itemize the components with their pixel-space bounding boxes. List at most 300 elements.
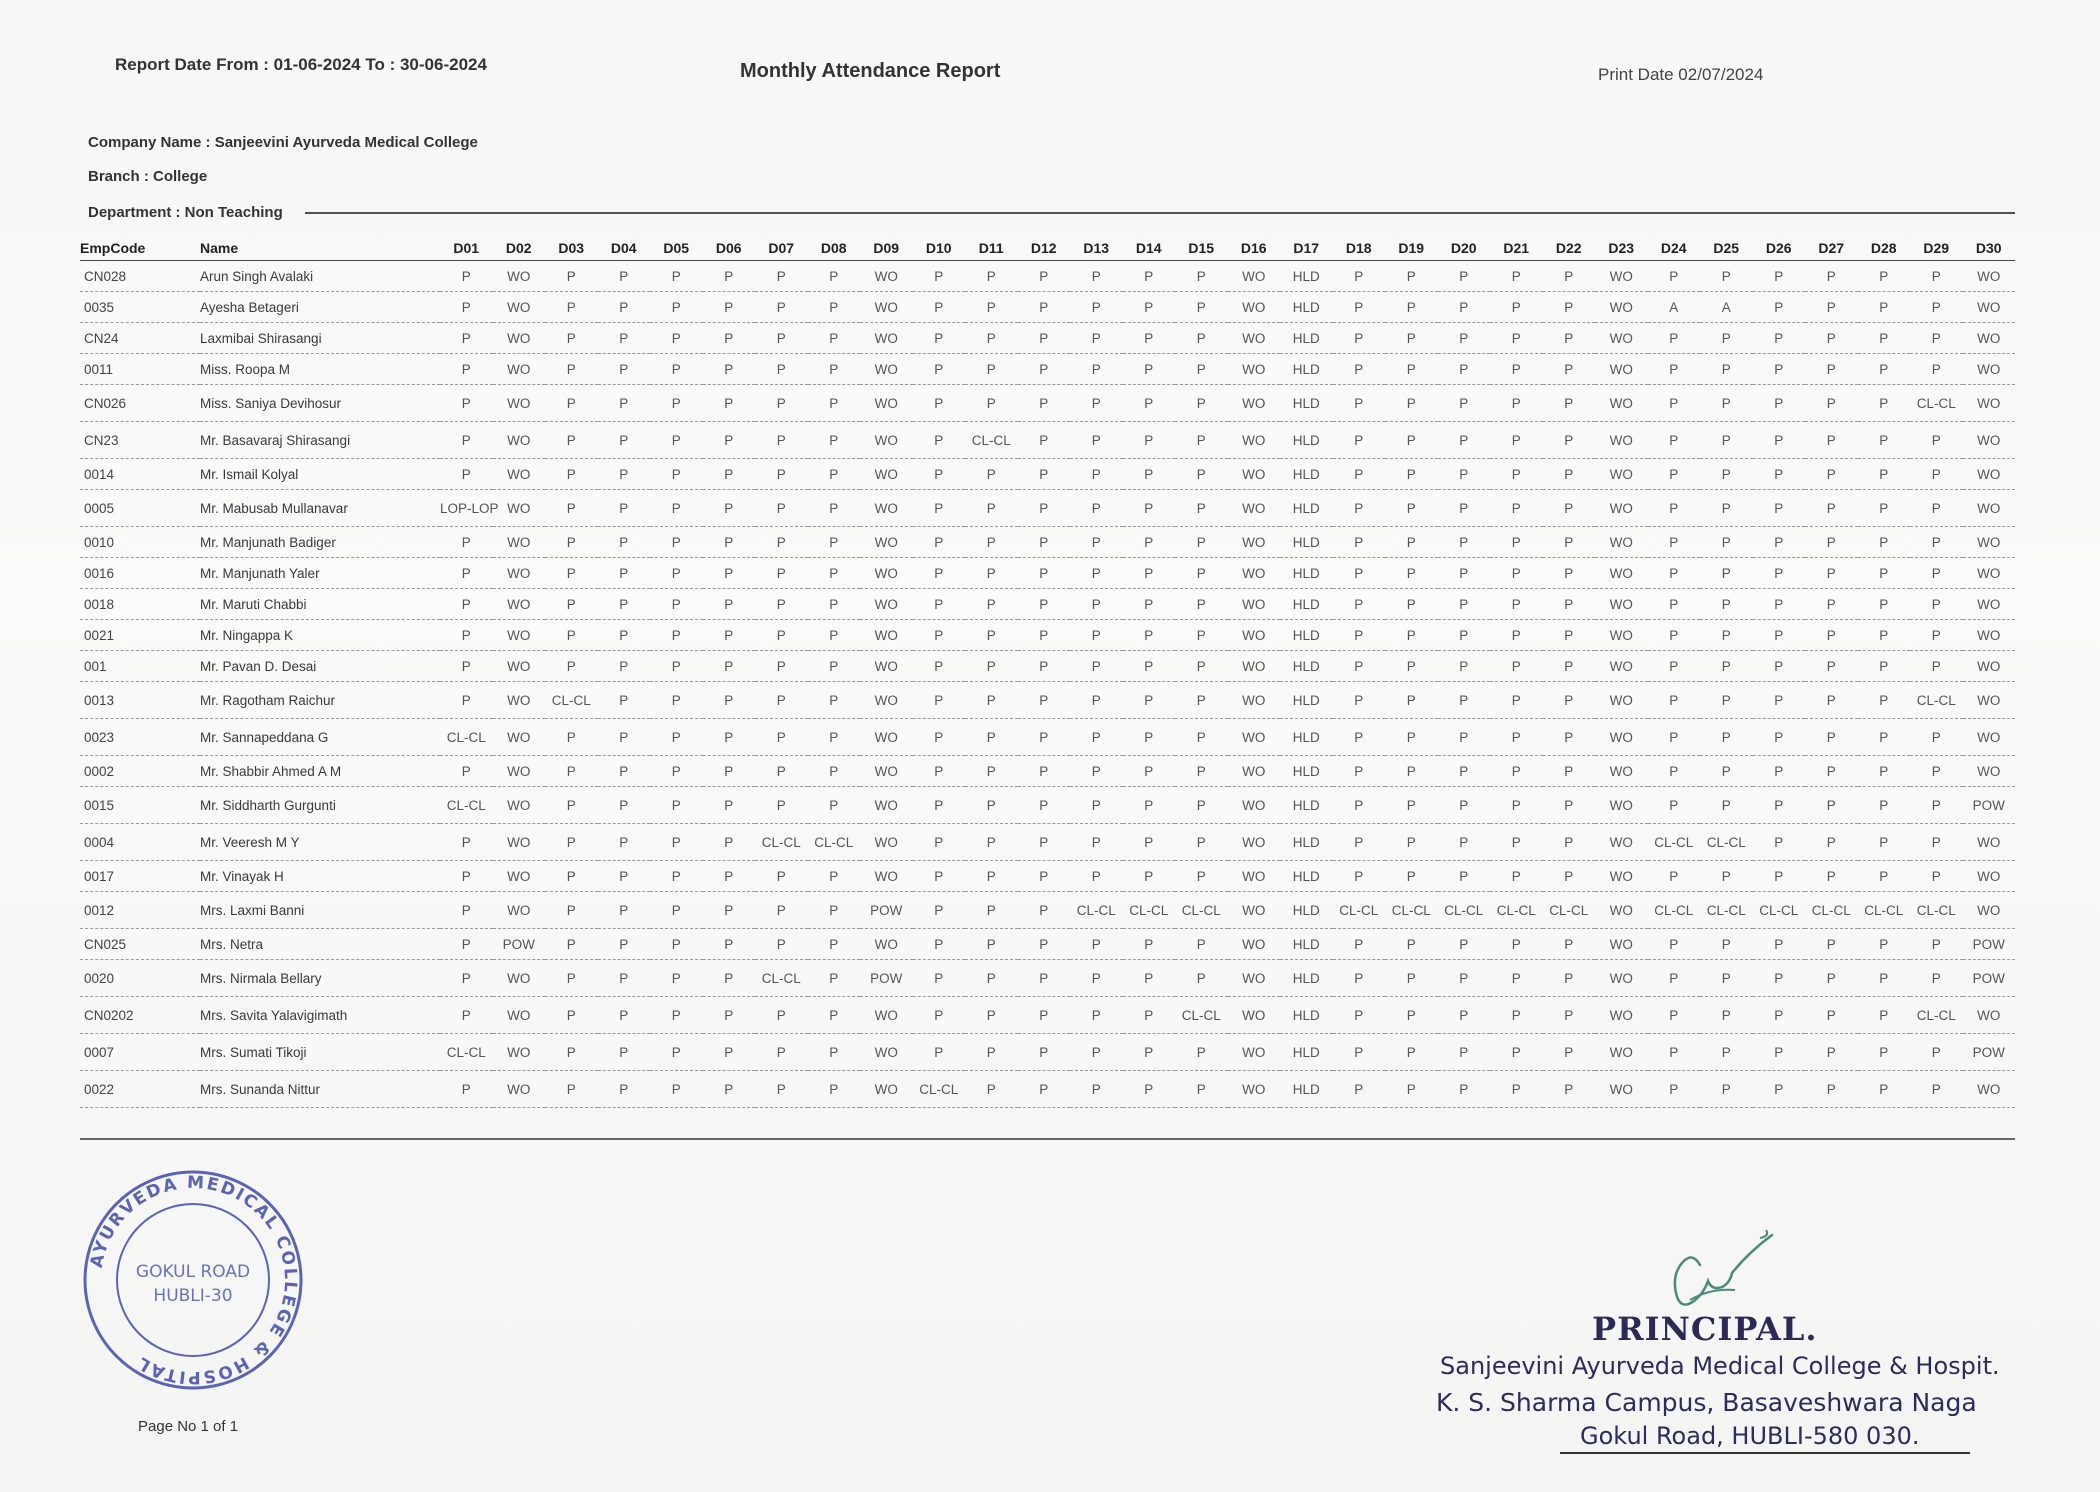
attendance-cell: P: [755, 719, 808, 756]
header-day-d18: D18: [1333, 236, 1386, 261]
attendance-cell: P: [755, 354, 808, 385]
attendance-cell: P: [1753, 422, 1806, 459]
attendance-cell: WO: [1963, 261, 2016, 292]
attendance-cell: P: [1333, 651, 1386, 682]
attendance-cell: WO: [1228, 960, 1281, 997]
attendance-cell: WO: [1595, 385, 1648, 422]
attendance-cell: P: [1805, 459, 1858, 490]
attendance-cell: P: [1018, 651, 1071, 682]
attendance-cell: P: [1490, 960, 1543, 997]
attendance-cell: P: [1805, 682, 1858, 719]
attendance-cell: P: [1018, 929, 1071, 960]
table-row: [80, 422, 2015, 459]
attendance-cell: P: [1805, 589, 1858, 620]
attendance-cell: P: [1438, 459, 1491, 490]
attendance-cell: P: [598, 422, 651, 459]
attendance-cell: P: [1700, 527, 1753, 558]
table-row: [80, 861, 2015, 892]
attendance-cell: P: [1070, 1034, 1123, 1071]
attendance-cell: P: [913, 558, 966, 589]
attendance-cell: WO: [493, 261, 546, 292]
attendance-cell: P: [965, 558, 1018, 589]
attendance-cell: P: [598, 527, 651, 558]
attendance-cell: P: [913, 589, 966, 620]
attendance-cell: P: [913, 323, 966, 354]
attendance-cell: WO: [493, 1034, 546, 1071]
emp-name-cell: Mr. Pavan D. Desai: [200, 651, 440, 682]
attendance-cell: P: [1175, 459, 1228, 490]
attendance-cell: P: [1648, 490, 1701, 527]
report-title: Monthly Attendance Report: [740, 60, 1001, 82]
attendance-cell: P: [703, 261, 756, 292]
attendance-cell: P: [545, 490, 598, 527]
attendance-cell: P: [755, 892, 808, 929]
attendance-cell: P: [440, 651, 493, 682]
attendance-cell: P: [1490, 756, 1543, 787]
attendance-cell: P: [1385, 787, 1438, 824]
attendance-cell: P: [1070, 558, 1123, 589]
attendance-cell: P: [1490, 1071, 1543, 1108]
attendance-cell: P: [598, 1034, 651, 1071]
attendance-cell: P: [1385, 527, 1438, 558]
attendance-cell: P: [1123, 1071, 1176, 1108]
attendance-cell: P: [1910, 756, 1963, 787]
attendance-cell: P: [703, 354, 756, 385]
attendance-cell: P: [1070, 490, 1123, 527]
attendance-cell: P: [1333, 997, 1386, 1034]
attendance-cell: P: [808, 682, 861, 719]
attendance-cell: WO: [1595, 1034, 1648, 1071]
attendance-cell: WO: [1228, 527, 1281, 558]
attendance-cell: P: [1543, 385, 1596, 422]
header-day-d24: D24: [1648, 236, 1701, 261]
attendance-cell: WO: [1963, 323, 2016, 354]
header-day-d23: D23: [1595, 236, 1648, 261]
attendance-cell: P: [965, 527, 1018, 558]
attendance-cell: HLD: [1280, 1071, 1333, 1108]
attendance-cell: P: [1858, 385, 1911, 422]
attendance-cell: P: [703, 682, 756, 719]
attendance-cell: WO: [860, 527, 913, 558]
attendance-cell: P: [1910, 292, 1963, 323]
emp-code-cell: 0018: [80, 589, 200, 620]
attendance-cell: P: [598, 892, 651, 929]
attendance-cell: P: [1910, 620, 1963, 651]
attendance-cell: P: [598, 997, 651, 1034]
attendance-cell: WO: [860, 1034, 913, 1071]
emp-name-cell: Mrs. Savita Yalavigimath: [200, 997, 440, 1034]
table-row: [80, 719, 2015, 756]
attendance-cell: P: [1648, 261, 1701, 292]
attendance-cell: P: [1648, 1034, 1701, 1071]
attendance-cell: P: [1385, 292, 1438, 323]
attendance-cell: P: [545, 651, 598, 682]
attendance-cell: P: [545, 892, 598, 929]
attendance-cell: P: [1438, 292, 1491, 323]
attendance-cell: P: [1700, 323, 1753, 354]
attendance-cell: P: [1123, 719, 1176, 756]
college-seal: [78, 1165, 308, 1395]
emp-name-cell: Mr. Ragotham Raichur: [200, 682, 440, 719]
attendance-cell: WO: [860, 756, 913, 787]
header-day-d30: D30: [1963, 236, 2016, 261]
attendance-cell: P: [545, 1071, 598, 1108]
attendance-cell: P: [1805, 1034, 1858, 1071]
attendance-cell: P: [808, 354, 861, 385]
attendance-cell: P: [1333, 422, 1386, 459]
attendance-cell: P: [1175, 1071, 1228, 1108]
attendance-cell: P: [598, 354, 651, 385]
attendance-cell: P: [598, 323, 651, 354]
attendance-cell: P: [808, 997, 861, 1034]
attendance-cell: P: [965, 682, 1018, 719]
attendance-cell: P: [598, 490, 651, 527]
attendance-cell: CL-CL: [1438, 892, 1491, 929]
attendance-cell: P: [1700, 787, 1753, 824]
attendance-cell: P: [1385, 422, 1438, 459]
attendance-cell: P: [1333, 1071, 1386, 1108]
attendance-cell: P: [1018, 292, 1071, 323]
attendance-cell: WO: [1228, 997, 1281, 1034]
attendance-cell: WO: [1963, 997, 2016, 1034]
attendance-cell: P: [1070, 620, 1123, 651]
attendance-cell: P: [650, 892, 703, 929]
attendance-cell: P: [755, 620, 808, 651]
attendance-cell: P: [1175, 651, 1228, 682]
attendance-cell: P: [1753, 558, 1806, 589]
emp-code-cell: 0023: [80, 719, 200, 756]
attendance-cell: P: [1070, 960, 1123, 997]
attendance-cell: P: [808, 558, 861, 589]
attendance-cell: POW: [860, 892, 913, 929]
attendance-cell: P: [1018, 558, 1071, 589]
attendance-cell: P: [1385, 651, 1438, 682]
attendance-cell: P: [650, 589, 703, 620]
attendance-cell: P: [1385, 1071, 1438, 1108]
attendance-cell: P: [703, 929, 756, 960]
attendance-cell: WO: [1228, 651, 1281, 682]
attendance-table: [80, 236, 2015, 1108]
header-day-d08: D08: [808, 236, 861, 261]
attendance-cell: A: [1648, 292, 1701, 323]
attendance-cell: P: [1018, 1034, 1071, 1071]
attendance-cell: P: [1070, 292, 1123, 323]
attendance-cell: P: [650, 1034, 703, 1071]
attendance-cell: P: [545, 929, 598, 960]
attendance-cell: P: [545, 354, 598, 385]
attendance-cell: P: [965, 589, 1018, 620]
attendance-cell: WO: [493, 385, 546, 422]
emp-name-cell: Mrs. Sumati Tikoji: [200, 1034, 440, 1071]
attendance-cell: P: [650, 997, 703, 1034]
attendance-cell: P: [1858, 787, 1911, 824]
attendance-cell: P: [1543, 422, 1596, 459]
attendance-cell: P: [913, 385, 966, 422]
attendance-cell: WO: [1228, 292, 1281, 323]
attendance-cell: P: [1018, 960, 1071, 997]
attendance-cell: P: [1543, 719, 1596, 756]
attendance-cell: P: [1700, 719, 1753, 756]
attendance-cell: P: [1700, 354, 1753, 385]
attendance-cell: P: [1648, 385, 1701, 422]
attendance-cell: WO: [493, 892, 546, 929]
attendance-cell: WO: [1228, 385, 1281, 422]
attendance-cell: P: [440, 459, 493, 490]
attendance-cell: P: [1175, 354, 1228, 385]
attendance-cell: P: [1123, 756, 1176, 787]
attendance-cell: P: [1385, 960, 1438, 997]
emp-code-cell: 0035: [80, 292, 200, 323]
attendance-cell: P: [1805, 824, 1858, 861]
attendance-cell: P: [965, 960, 1018, 997]
attendance-cell: P: [1753, 589, 1806, 620]
seal-inner-line-1: GOKUL ROAD: [135, 1262, 251, 1282]
attendance-cell: HLD: [1280, 354, 1333, 385]
header-day-d03: D03: [545, 236, 598, 261]
attendance-cell: P: [598, 1071, 651, 1108]
attendance-cell: WO: [1595, 292, 1648, 323]
attendance-cell: WO: [1595, 861, 1648, 892]
attendance-cell: P: [1333, 929, 1386, 960]
attendance-cell: P: [1333, 620, 1386, 651]
attendance-cell: P: [1438, 960, 1491, 997]
attendance-cell: WO: [1228, 787, 1281, 824]
attendance-cell: P: [1700, 422, 1753, 459]
attendance-cell: P: [650, 385, 703, 422]
attendance-cell: P: [1858, 589, 1911, 620]
attendance-cell: P: [755, 682, 808, 719]
attendance-cell: P: [1385, 323, 1438, 354]
header-day-d22: D22: [1543, 236, 1596, 261]
attendance-cell: P: [1175, 292, 1228, 323]
attendance-cell: WO: [1963, 892, 2016, 929]
attendance-cell: P: [1805, 787, 1858, 824]
attendance-cell: WO: [1595, 787, 1648, 824]
attendance-cell: CL-CL: [545, 682, 598, 719]
attendance-cell: P: [1018, 490, 1071, 527]
attendance-cell: P: [1175, 620, 1228, 651]
attendance-cell: P: [1753, 459, 1806, 490]
attendance-cell: P: [808, 1034, 861, 1071]
attendance-cell: WO: [860, 1071, 913, 1108]
attendance-cell: WO: [1228, 620, 1281, 651]
attendance-cell: P: [1910, 824, 1963, 861]
attendance-cell: CL-CL: [1175, 892, 1228, 929]
attendance-cell: P: [1648, 997, 1701, 1034]
attendance-cell: P: [1648, 354, 1701, 385]
attendance-cell: WO: [860, 997, 913, 1034]
attendance-cell: P: [703, 1071, 756, 1108]
attendance-cell: P: [1753, 620, 1806, 651]
attendance-cell: P: [440, 620, 493, 651]
attendance-cell: WO: [1228, 459, 1281, 490]
emp-code-cell: 0016: [80, 558, 200, 589]
attendance-cell: P: [1910, 929, 1963, 960]
attendance-cell: P: [913, 620, 966, 651]
attendance-cell: P: [1700, 1034, 1753, 1071]
attendance-cell: P: [1123, 385, 1176, 422]
attendance-cell: WO: [1595, 323, 1648, 354]
attendance-cell: P: [1490, 490, 1543, 527]
attendance-cell: P: [1543, 787, 1596, 824]
attendance-cell: P: [1070, 682, 1123, 719]
attendance-cell: WO: [1228, 929, 1281, 960]
emp-name-cell: Mrs. Laxmi Banni: [200, 892, 440, 929]
attendance-cell: P: [1123, 997, 1176, 1034]
attendance-cell: P: [755, 861, 808, 892]
attendance-cell: WO: [860, 589, 913, 620]
table-header-row: [80, 236, 2015, 261]
attendance-cell: POW: [1963, 929, 2016, 960]
attendance-cell: P: [808, 787, 861, 824]
attendance-cell: P: [1753, 960, 1806, 997]
attendance-cell: P: [913, 682, 966, 719]
attendance-cell: WO: [1963, 824, 2016, 861]
attendance-cell: WO: [1963, 422, 2016, 459]
attendance-cell: P: [650, 558, 703, 589]
attendance-cell: WO: [1963, 682, 2016, 719]
attendance-cell: P: [1543, 620, 1596, 651]
attendance-cell: P: [1018, 824, 1071, 861]
attendance-cell: P: [1700, 929, 1753, 960]
attendance-cell: P: [1438, 719, 1491, 756]
attendance-cell: WO: [1963, 719, 2016, 756]
attendance-cell: WO: [1228, 558, 1281, 589]
attendance-cell: P: [1648, 422, 1701, 459]
attendance-cell: P: [1490, 527, 1543, 558]
attendance-cell: P: [1438, 651, 1491, 682]
attendance-cell: P: [1385, 719, 1438, 756]
attendance-cell: P: [1123, 589, 1176, 620]
attendance-cell: P: [1175, 682, 1228, 719]
attendance-cell: P: [1175, 960, 1228, 997]
attendance-cell: P: [1858, 527, 1911, 558]
attendance-cell: P: [755, 1034, 808, 1071]
attendance-cell: P: [1018, 261, 1071, 292]
attendance-cell: P: [545, 292, 598, 323]
attendance-cell: P: [965, 1071, 1018, 1108]
header-day-d28: D28: [1858, 236, 1911, 261]
attendance-cell: P: [1385, 1034, 1438, 1071]
attendance-cell: P: [1490, 292, 1543, 323]
attendance-cell: P: [1385, 620, 1438, 651]
attendance-cell: P: [1490, 589, 1543, 620]
address-underline: [1560, 1452, 1970, 1454]
attendance-cell: HLD: [1280, 861, 1333, 892]
attendance-cell: P: [1385, 997, 1438, 1034]
attendance-cell: P: [913, 824, 966, 861]
emp-code-cell: 0020: [80, 960, 200, 997]
attendance-cell: P: [1070, 651, 1123, 682]
attendance-cell: P: [1123, 861, 1176, 892]
attendance-cell: POW: [860, 960, 913, 997]
attendance-cell: WO: [1595, 459, 1648, 490]
attendance-cell: P: [1910, 861, 1963, 892]
attendance-cell: P: [755, 929, 808, 960]
attendance-cell: P: [1438, 1034, 1491, 1071]
college-address-line-2: K. S. Sharma Campus, Basaveshwara Naga: [1436, 1388, 1977, 1417]
attendance-cell: WO: [1595, 490, 1648, 527]
attendance-cell: P: [598, 960, 651, 997]
attendance-cell: WO: [1963, 558, 2016, 589]
attendance-cell: P: [1385, 354, 1438, 385]
department-name: Department : Non Teaching: [88, 204, 283, 221]
attendance-cell: P: [1910, 261, 1963, 292]
attendance-cell: WO: [1595, 756, 1648, 787]
attendance-cell: P: [1753, 292, 1806, 323]
header-day-d17: D17: [1280, 236, 1333, 261]
table-row: [80, 459, 2015, 490]
attendance-cell: WO: [1228, 756, 1281, 787]
attendance-cell: HLD: [1280, 929, 1333, 960]
attendance-cell: WO: [493, 354, 546, 385]
attendance-cell: P: [1753, 824, 1806, 861]
attendance-cell: P: [1543, 824, 1596, 861]
attendance-cell: P: [440, 589, 493, 620]
attendance-cell: P: [1858, 1034, 1911, 1071]
attendance-cell: P: [1490, 354, 1543, 385]
attendance-cell: P: [598, 292, 651, 323]
emp-name-cell: Mrs. Sunanda Nittur: [200, 1071, 440, 1108]
attendance-cell: P: [598, 261, 651, 292]
attendance-cell: P: [1490, 929, 1543, 960]
attendance-cell: WO: [1963, 651, 2016, 682]
attendance-cell: P: [1490, 861, 1543, 892]
attendance-cell: P: [1910, 558, 1963, 589]
attendance-cell: WO: [1963, 354, 2016, 385]
emp-code-cell: 0015: [80, 787, 200, 824]
attendance-cell: P: [598, 756, 651, 787]
attendance-cell: WO: [860, 719, 913, 756]
attendance-cell: P: [1805, 490, 1858, 527]
emp-code-cell: CN23: [80, 422, 200, 459]
attendance-cell: P: [1438, 527, 1491, 558]
attendance-cell: WO: [860, 422, 913, 459]
attendance-cell: P: [1753, 354, 1806, 385]
attendance-cell: P: [1805, 422, 1858, 459]
attendance-cell: P: [1490, 459, 1543, 490]
table-row: [80, 620, 2015, 651]
attendance-cell: P: [1385, 756, 1438, 787]
attendance-cell: WO: [493, 960, 546, 997]
attendance-cell: P: [650, 861, 703, 892]
attendance-cell: P: [1805, 558, 1858, 589]
attendance-cell: P: [808, 527, 861, 558]
attendance-cell: P: [1438, 620, 1491, 651]
attendance-cell: P: [1700, 861, 1753, 892]
attendance-cell: WO: [860, 861, 913, 892]
attendance-cell: P: [965, 756, 1018, 787]
attendance-cell: P: [1123, 787, 1176, 824]
attendance-cell: P: [1490, 620, 1543, 651]
emp-code-cell: CN24: [80, 323, 200, 354]
attendance-cell: WO: [1228, 490, 1281, 527]
attendance-cell: P: [1858, 292, 1911, 323]
attendance-cell: P: [965, 354, 1018, 385]
attendance-cell: WO: [1963, 292, 2016, 323]
attendance-cell: P: [1333, 292, 1386, 323]
attendance-cell: WO: [1228, 1071, 1281, 1108]
attendance-cell: P: [1018, 459, 1071, 490]
attendance-cell: P: [1648, 861, 1701, 892]
attendance-cell: P: [650, 354, 703, 385]
attendance-cell: P: [1910, 1034, 1963, 1071]
attendance-cell: P: [650, 261, 703, 292]
header-rule: [305, 212, 2015, 214]
attendance-cell: P: [650, 620, 703, 651]
attendance-cell: P: [913, 354, 966, 385]
emp-name-cell: Mr. Manjunath Yaler: [200, 558, 440, 589]
